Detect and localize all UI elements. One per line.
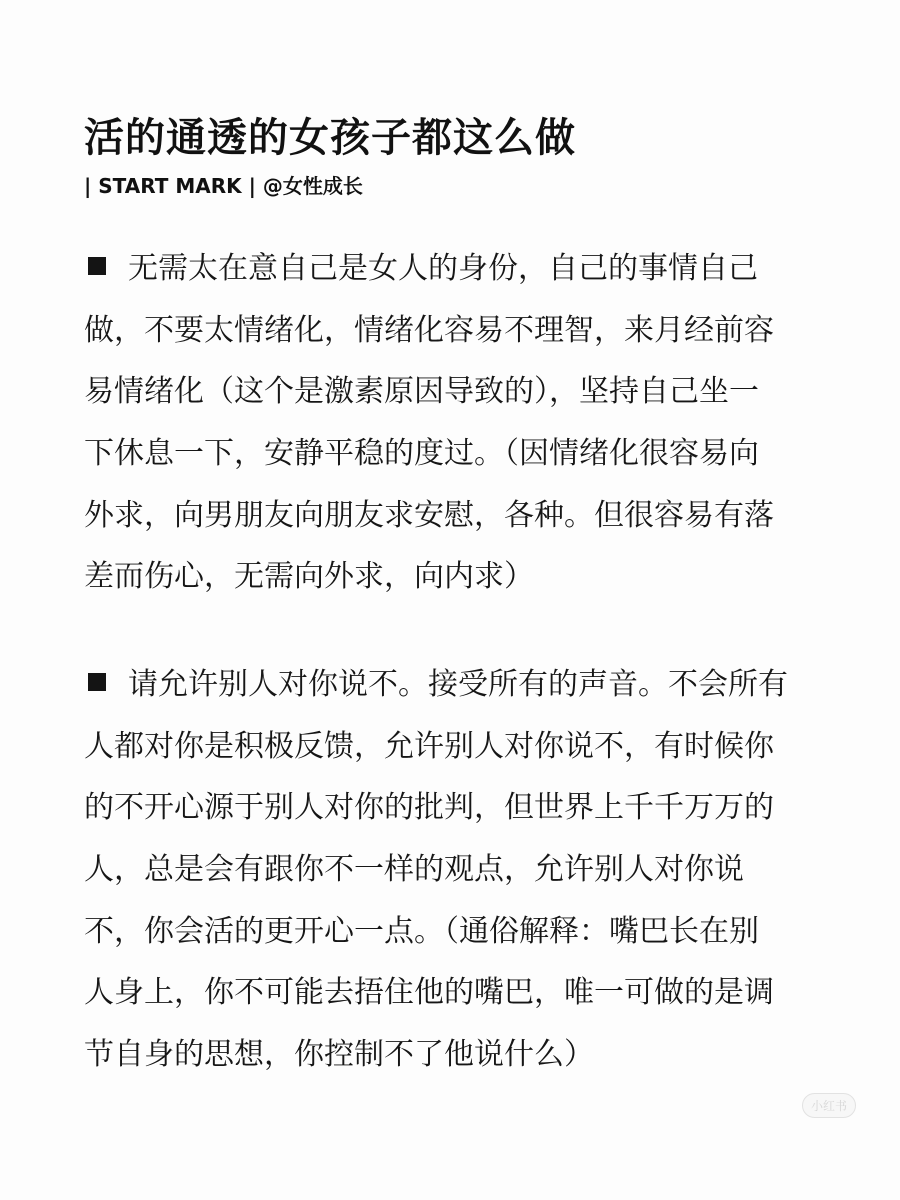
paragraph-line: 做，不要太情绪化，情绪化容易不理智，来月经前容 — [84, 312, 774, 348]
paragraph-line-text: 无需太在意自己是女人的身份，自己的事情自己 — [128, 251, 758, 286]
paragraph-line-text: 请允许别人对你说不。接受所有的声音。不会所有 — [128, 667, 788, 702]
post-title: 活的通透的女孩子都这么做 — [84, 115, 576, 161]
paragraph-line: 人，总是会有跟你不一样的观点，允许别人对你说 — [84, 852, 744, 888]
paragraph-line: 节自身的思想，你控制不了他说什么） — [84, 1037, 594, 1073]
paragraph-line: 的不开心源于别人对你的批判，但世界上千千万万的 — [84, 790, 774, 826]
post-subtitle: | START MARK | @女性成长 — [84, 174, 363, 198]
paragraph-line: 外求，向男朋友向朋友求安慰，各种。但很容易有落 — [84, 497, 774, 533]
watermark-logo: 小红书 — [802, 1093, 856, 1118]
paragraph-line: 下休息一下，安静平稳的度过。（因情绪化很容易向 — [84, 436, 759, 472]
paragraph-line: 人身上，你不可能去捂住他的嘴巴，唯一可做的是调 — [84, 975, 774, 1011]
paragraph-2 — [84, 654, 824, 1086]
paragraph-line — [84, 238, 824, 300]
paragraph-line: 人都对你是积极反馈，允许别人对你说不，有时候你 — [84, 728, 774, 764]
paragraph-line: 不，你会活的更开心一点。（通俗解释：嘴巴长在别 — [84, 913, 759, 949]
paragraph-line: 差而伤心，无需向外求，向内求） — [84, 559, 534, 595]
paragraph-line — [84, 654, 824, 716]
square-bullet-icon — [88, 257, 106, 275]
square-bullet-icon — [88, 673, 106, 691]
paragraph-line: 易情绪化（这个是激素原因导致的），坚持自己坐一 — [84, 374, 759, 410]
paragraph-1 — [84, 238, 824, 608]
